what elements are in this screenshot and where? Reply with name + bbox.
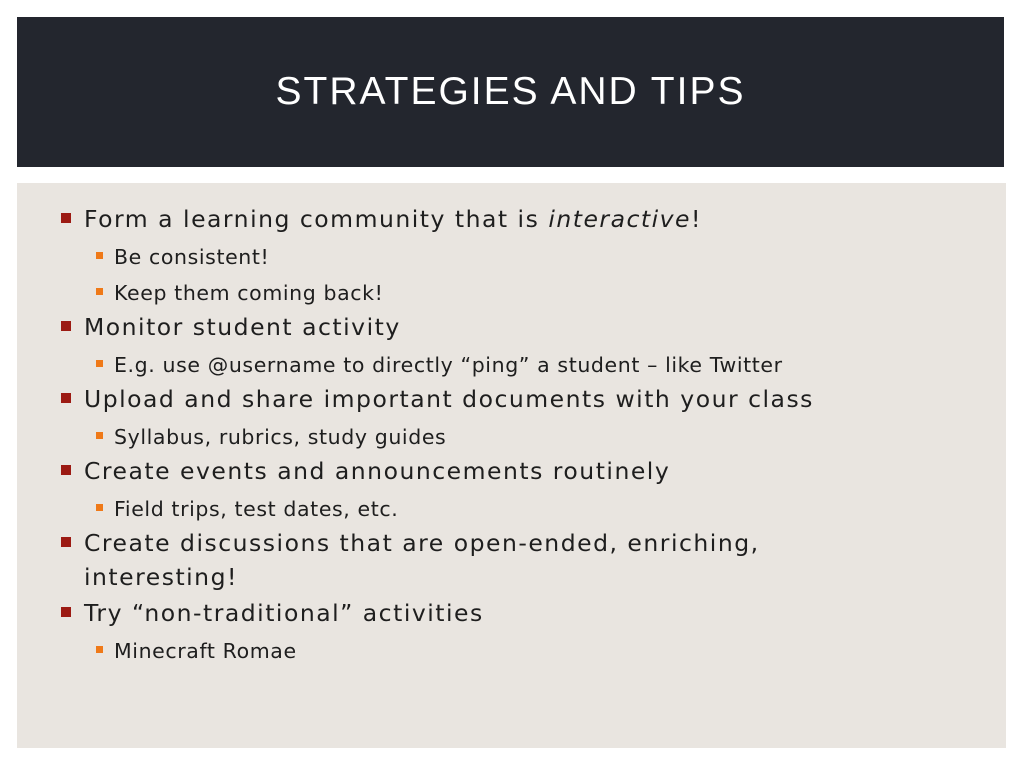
- square-sub-bullet-icon: [96, 646, 103, 653]
- content-area: [17, 183, 1006, 748]
- square-sub-bullet-icon: [96, 504, 103, 511]
- bullet-text: [84, 205, 702, 233]
- bullet-item: [17, 454, 1006, 488]
- bullet-item: [17, 526, 1006, 594]
- square-sub-bullet-icon: [96, 288, 103, 295]
- sub-bullet-item: [17, 242, 1006, 272]
- bullet-list: [17, 200, 1006, 666]
- sub-bullet-item: [17, 636, 1006, 666]
- bullet-text: Create discussions that are open-ended, enriching, interesting!: [84, 529, 760, 591]
- sub-bullet-text: Field trips, test dates, etc.: [114, 497, 399, 521]
- bullet-text-end: !: [691, 205, 702, 233]
- sub-bullet-text: Syllabus, rubrics, study guides: [114, 425, 447, 449]
- square-bullet-icon: [61, 537, 71, 547]
- title-bar: [17, 17, 1004, 167]
- bullet-text: Monitor student activity: [84, 313, 401, 341]
- square-sub-bullet-icon: [96, 360, 103, 367]
- square-bullet-icon: [61, 213, 71, 223]
- bullet-item: [17, 202, 1006, 236]
- sub-bullet-item: [17, 494, 1006, 524]
- sub-bullet-item: [17, 422, 1006, 452]
- bullet-text-emphasis: interactive: [548, 205, 691, 233]
- bullet-text: Try “non-traditional” activities: [84, 599, 484, 627]
- bullet-item: [17, 310, 1006, 344]
- sub-bullet-text: E.g. use @username to directly “ping” a student – like Twitter: [114, 353, 783, 377]
- sub-bullet-text: Minecraft Romae: [114, 639, 297, 663]
- bullet-text: Create events and announcements routinely: [84, 457, 671, 485]
- sub-bullet-text: Be consistent!: [114, 245, 270, 269]
- bullet-text-start: Form a learning community that is: [84, 205, 549, 233]
- square-sub-bullet-icon: [96, 252, 103, 259]
- sub-bullet-item: [17, 278, 1006, 308]
- square-sub-bullet-icon: [96, 432, 103, 439]
- sub-bullet-text: Keep them coming back!: [114, 281, 384, 305]
- square-bullet-icon: [61, 607, 71, 617]
- bullet-item: [17, 382, 1006, 416]
- square-bullet-icon: [61, 321, 71, 331]
- bullet-text: Upload and share important documents with your class: [84, 385, 814, 413]
- sub-bullet-item: [17, 350, 1006, 380]
- square-bullet-icon: [61, 393, 71, 403]
- bullet-item: [17, 596, 1006, 630]
- square-bullet-icon: [61, 465, 71, 475]
- slide-title: STRATEGIES AND TIPS: [275, 70, 746, 113]
